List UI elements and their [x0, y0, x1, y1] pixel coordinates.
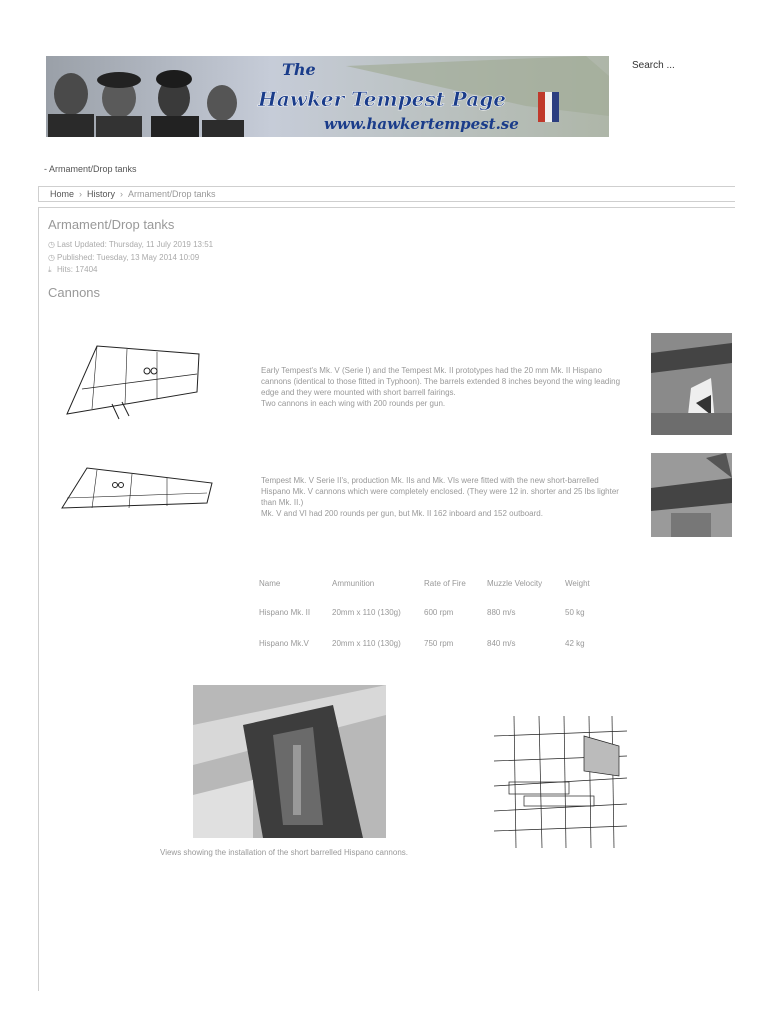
paragraph-mk2-rounds: Two cannons in each wing with 200 rounds per gun. — [261, 399, 446, 408]
table-cell: 880 m/s — [487, 608, 516, 617]
cannon-bay-drawing — [494, 716, 627, 848]
published-text: Published: Tuesday, 13 May 2014 10:09 — [57, 253, 200, 262]
paragraph-mk2-main: Early Tempest's Mk. V (Serie I) and the Tempest Mk. II prototypes had the 20 mm Mk. II Hispano cannons (identical to those fitted in Typhoon). The barrels extended 8 inches beyond the wing leading edge and they were mounted with short barrell fairings. — [261, 366, 621, 397]
photo-wing-cannons-mk2 — [651, 333, 732, 435]
breadcrumb — [38, 186, 735, 202]
hits — [48, 265, 97, 275]
paragraph-mk5-rounds: Mk. V and VI had 200 rounds per gun, but Mk. II 162 inboard and 152 outboard. — [261, 509, 543, 518]
table-cell: 600 rpm — [424, 608, 454, 617]
table-header: Rate of Fire — [424, 579, 466, 588]
paragraph-mk5-main: Tempest Mk. V Serie II's, production Mk. IIs and Mk. VIs were fitted with the new short-barrelled Hispano Mk. V cannons which were completely enclosed. (They were 12 in. shorter and 25 lbs lighter than Mk. II.) — [261, 476, 619, 507]
hits-text: Hits: 17404 — [57, 265, 98, 274]
published — [48, 253, 199, 262]
banner-url: www.hawkertempest.se — [324, 115, 519, 133]
table-cell: 750 rpm — [424, 639, 454, 648]
table-cell: 50 kg — [565, 608, 585, 617]
banner-title-main: Hawker Tempest Page — [258, 87, 506, 111]
photo-caption: Views showing the installation of the short barrelled Hispano cannons. — [160, 848, 408, 857]
breadcrumb-history-link[interactable]: History — [87, 189, 116, 199]
table-header: Ammunition — [332, 579, 375, 588]
site-banner[interactable] — [46, 56, 609, 137]
banner-graphic — [46, 56, 609, 137]
page-crumb: - Armament/Drop tanks — [44, 164, 137, 174]
table-header: Muzzle Velocity — [487, 579, 543, 588]
paragraph-mk2 — [261, 365, 626, 409]
content-area — [38, 207, 735, 991]
page-title: Armament/Drop tanks — [48, 217, 175, 232]
table-cell: 20mm x 110 (130g) — [332, 608, 401, 617]
chevron-right-icon: › — [120, 189, 124, 199]
paragraph-mk5 — [261, 475, 626, 519]
table-cell: Hispano Mk.V — [259, 639, 309, 648]
banner-title-the: The — [282, 60, 316, 79]
wing-drawing-mk5 — [57, 458, 217, 518]
chevron-right-icon: › — [79, 189, 83, 199]
table-header: Weight — [565, 579, 590, 588]
section-title: Cannons — [48, 285, 101, 300]
clock-icon: ◷ — [48, 253, 55, 262]
table-cell: 20mm x 110 (130g) — [332, 639, 401, 648]
table-cell: Hispano Mk. II — [259, 608, 311, 617]
breadcrumb-home-link[interactable]: Home — [50, 189, 75, 199]
wing-drawing-mk2 — [57, 344, 203, 422]
breadcrumb-current: Armament/Drop tanks — [128, 189, 216, 199]
clock-icon: ◷ — [48, 240, 55, 249]
table-header: Name — [259, 579, 281, 588]
photo-wing-cannons-mk5 — [651, 453, 732, 537]
table-cell: 840 m/s — [487, 639, 516, 648]
search-input[interactable]: Search ... — [632, 60, 675, 71]
download-icon: ⤓ — [48, 265, 52, 274]
last-updated-text: Last Updated: Thursday, 11 July 2019 13:51 — [57, 240, 214, 249]
last-updated — [48, 240, 213, 249]
photo-cannon-installation — [193, 685, 386, 838]
table-cell: 42 kg — [565, 639, 585, 648]
